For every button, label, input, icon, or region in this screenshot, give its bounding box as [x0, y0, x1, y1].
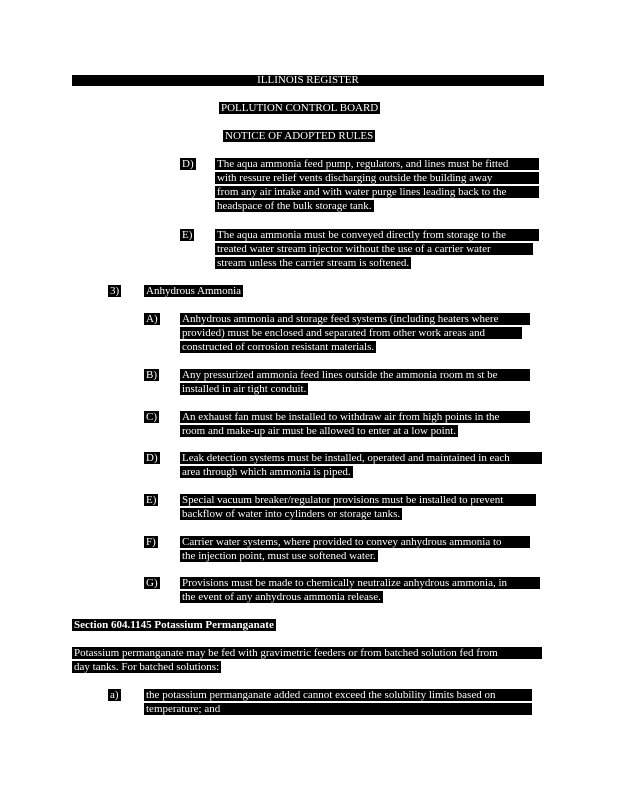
section-item-a-marker: a): [110, 689, 119, 701]
section-item-a-line: the potassium permanganate added cannot exceed the solubility limits based on: [144, 689, 532, 701]
aqua-item-d-line: The aqua ammonia feed pump, regulators, and lines must be fitted: [215, 158, 539, 170]
aqua-item-e-marker: E): [182, 229, 193, 241]
anhydrous-item-line: the injection point, must use softened water.: [182, 550, 376, 562]
section-item-a-line: temperature; and: [144, 703, 532, 715]
aqua-item-d-line: headspace of the bulk storage tank.: [217, 200, 372, 212]
anhydrous-item-line: Leak detection systems must be installed, operated and maintained in each: [180, 452, 542, 464]
anhydrous-item-marker: G): [146, 577, 158, 589]
aqua-item-d-marker: D): [182, 158, 194, 170]
anhydrous-item-line: Special vacuum breaker/regulator provisions must be installed to prevent: [180, 494, 536, 506]
anhydrous-item-marker: A): [146, 313, 158, 325]
anhydrous-heading: Anhydrous Ammonia: [146, 285, 242, 297]
anhydrous-item-marker: C): [146, 411, 157, 423]
anhydrous-item-line: Any pressurized ammonia feed lines outside the ammonia room m st be: [180, 369, 530, 381]
register-title: ILLINOIS REGISTER: [257, 74, 359, 86]
section-intro-line: day tanks. For batched solutions:: [74, 661, 220, 673]
aqua-item-e-line: stream unless the carrier stream is softened.: [217, 257, 410, 269]
anhydrous-item-line: Provisions must be made to chemically neutralize anhydrous ammonia, in: [180, 577, 540, 589]
anhydrous-item-line: Anhydrous ammonia and storage feed systems (including heaters where: [180, 313, 530, 325]
aqua-item-d-line: from any air intake and with water purge lines leading back to the: [215, 186, 539, 198]
anhydrous-item-line: backflow of water into cylinders or storage tanks.: [182, 508, 401, 520]
board-title: POLLUTION CONTROL BOARD: [221, 102, 379, 114]
section-title: Section 604.1145 Potassium Permanganate: [74, 619, 274, 631]
anhydrous-item-line: installed in air tight conduit.: [182, 383, 307, 395]
aqua-item-e-line: The aqua ammonia must be conveyed directly from storage to the: [215, 229, 539, 241]
anhydrous-marker: 3): [110, 285, 120, 297]
anhydrous-item-marker: D): [146, 452, 158, 464]
anhydrous-item-marker: B): [146, 369, 157, 381]
anhydrous-item-line: provided) must be enclosed and separated from other work areas and: [180, 327, 522, 339]
anhydrous-item-line: Carrier water systems, where provided to convey anhydrous ammonia to: [180, 536, 530, 548]
anhydrous-item-line: the event of any anhydrous ammonia release.: [182, 591, 381, 603]
anhydrous-item-marker: E): [146, 494, 157, 506]
aqua-item-e-line: treated water stream injector without the use of a carrier water: [215, 243, 533, 255]
anhydrous-item-line: area through which ammonia is piped.: [182, 466, 351, 478]
anhydrous-item-line: constructed of corrosion resistant materials.: [182, 341, 375, 353]
section-intro-line: Potassium permanganate may be fed with gravimetric feeders or from batched solution fed from: [72, 647, 542, 659]
anhydrous-item-line: room and make-up air must be allowed to enter at a low point.: [182, 425, 457, 437]
anhydrous-item-marker: F): [146, 536, 156, 548]
aqua-item-d-line: with ressure relief vents discharging outside the building away: [215, 172, 539, 184]
anhydrous-item-line: An exhaust fan must be installed to withdraw air from high points in the: [180, 411, 530, 423]
notice-title: NOTICE OF ADOPTED RULES: [225, 130, 374, 142]
